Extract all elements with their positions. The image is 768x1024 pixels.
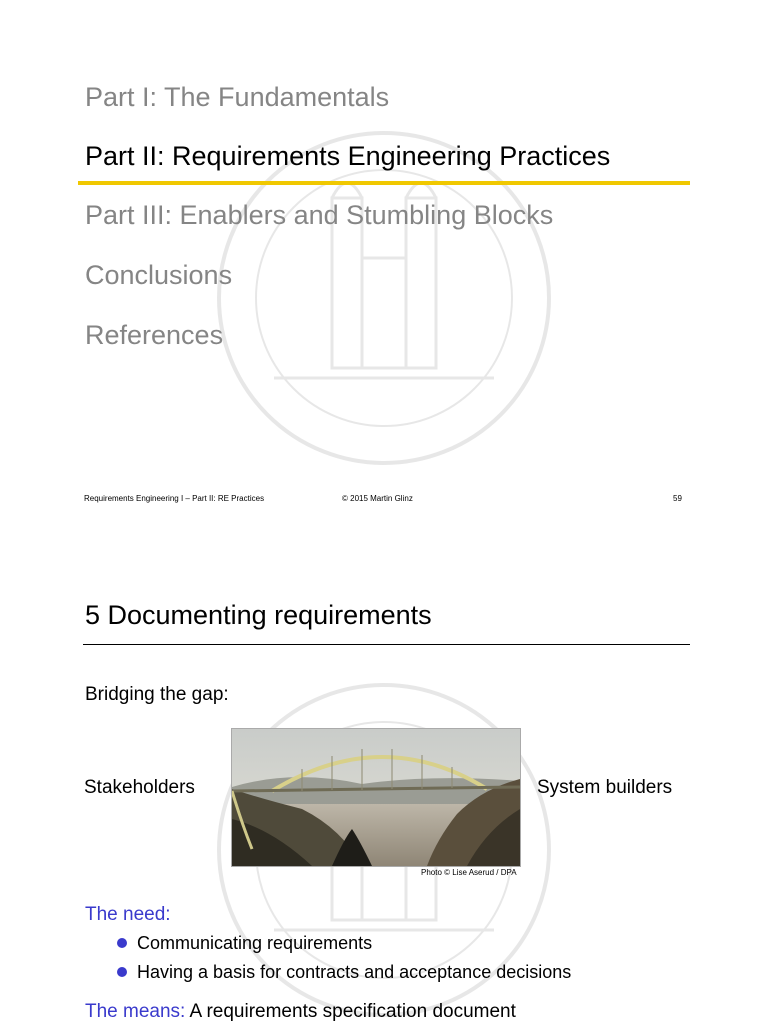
footer-page-number: 59 bbox=[673, 494, 682, 503]
agenda-item-references: References bbox=[85, 320, 224, 350]
means-line bbox=[85, 1001, 516, 1023]
slide-documenting-requirements bbox=[0, 512, 768, 1024]
agenda-item-part-3: Part III: Enablers and Stumbling Blocks bbox=[85, 200, 554, 230]
stakeholders-label: Stakeholders bbox=[84, 777, 195, 798]
bridge-photo bbox=[231, 728, 521, 867]
list-item bbox=[117, 933, 372, 954]
photo-credit: Photo © Lise Aserud / DPA bbox=[421, 868, 517, 877]
need-label: The need: bbox=[85, 904, 171, 925]
bullet-dot-icon bbox=[117, 967, 127, 977]
footer-copyright: © 2015 Martin Glinz bbox=[342, 494, 413, 503]
footer-course: Requirements Engineering I – Part II: RE Practices bbox=[84, 494, 265, 503]
agenda-item-conclusions: Conclusions bbox=[85, 260, 233, 290]
agenda-item-part-1: Part I: The Fundamentals bbox=[85, 82, 390, 112]
system-builders-label: System builders bbox=[537, 777, 673, 798]
bridge-illustration bbox=[232, 729, 520, 866]
subtitle: Bridging the gap: bbox=[85, 684, 229, 705]
list-item bbox=[117, 962, 571, 983]
means-text: A requirements specification document bbox=[185, 1001, 516, 1022]
university-seal-watermark bbox=[214, 128, 554, 468]
bullet-text: Communicating requirements bbox=[137, 933, 373, 953]
active-item-underline bbox=[78, 181, 690, 185]
bullet-dot-icon bbox=[117, 938, 127, 948]
page-title: 5 Documenting requirements bbox=[85, 600, 432, 630]
title-divider bbox=[83, 644, 690, 645]
means-label: The means: bbox=[85, 1001, 186, 1022]
agenda-item-part-2: Part II: Requirements Engineering Practices bbox=[85, 141, 611, 171]
bullet-text: Having a basis for contracts and acceptance decisions bbox=[137, 962, 572, 982]
